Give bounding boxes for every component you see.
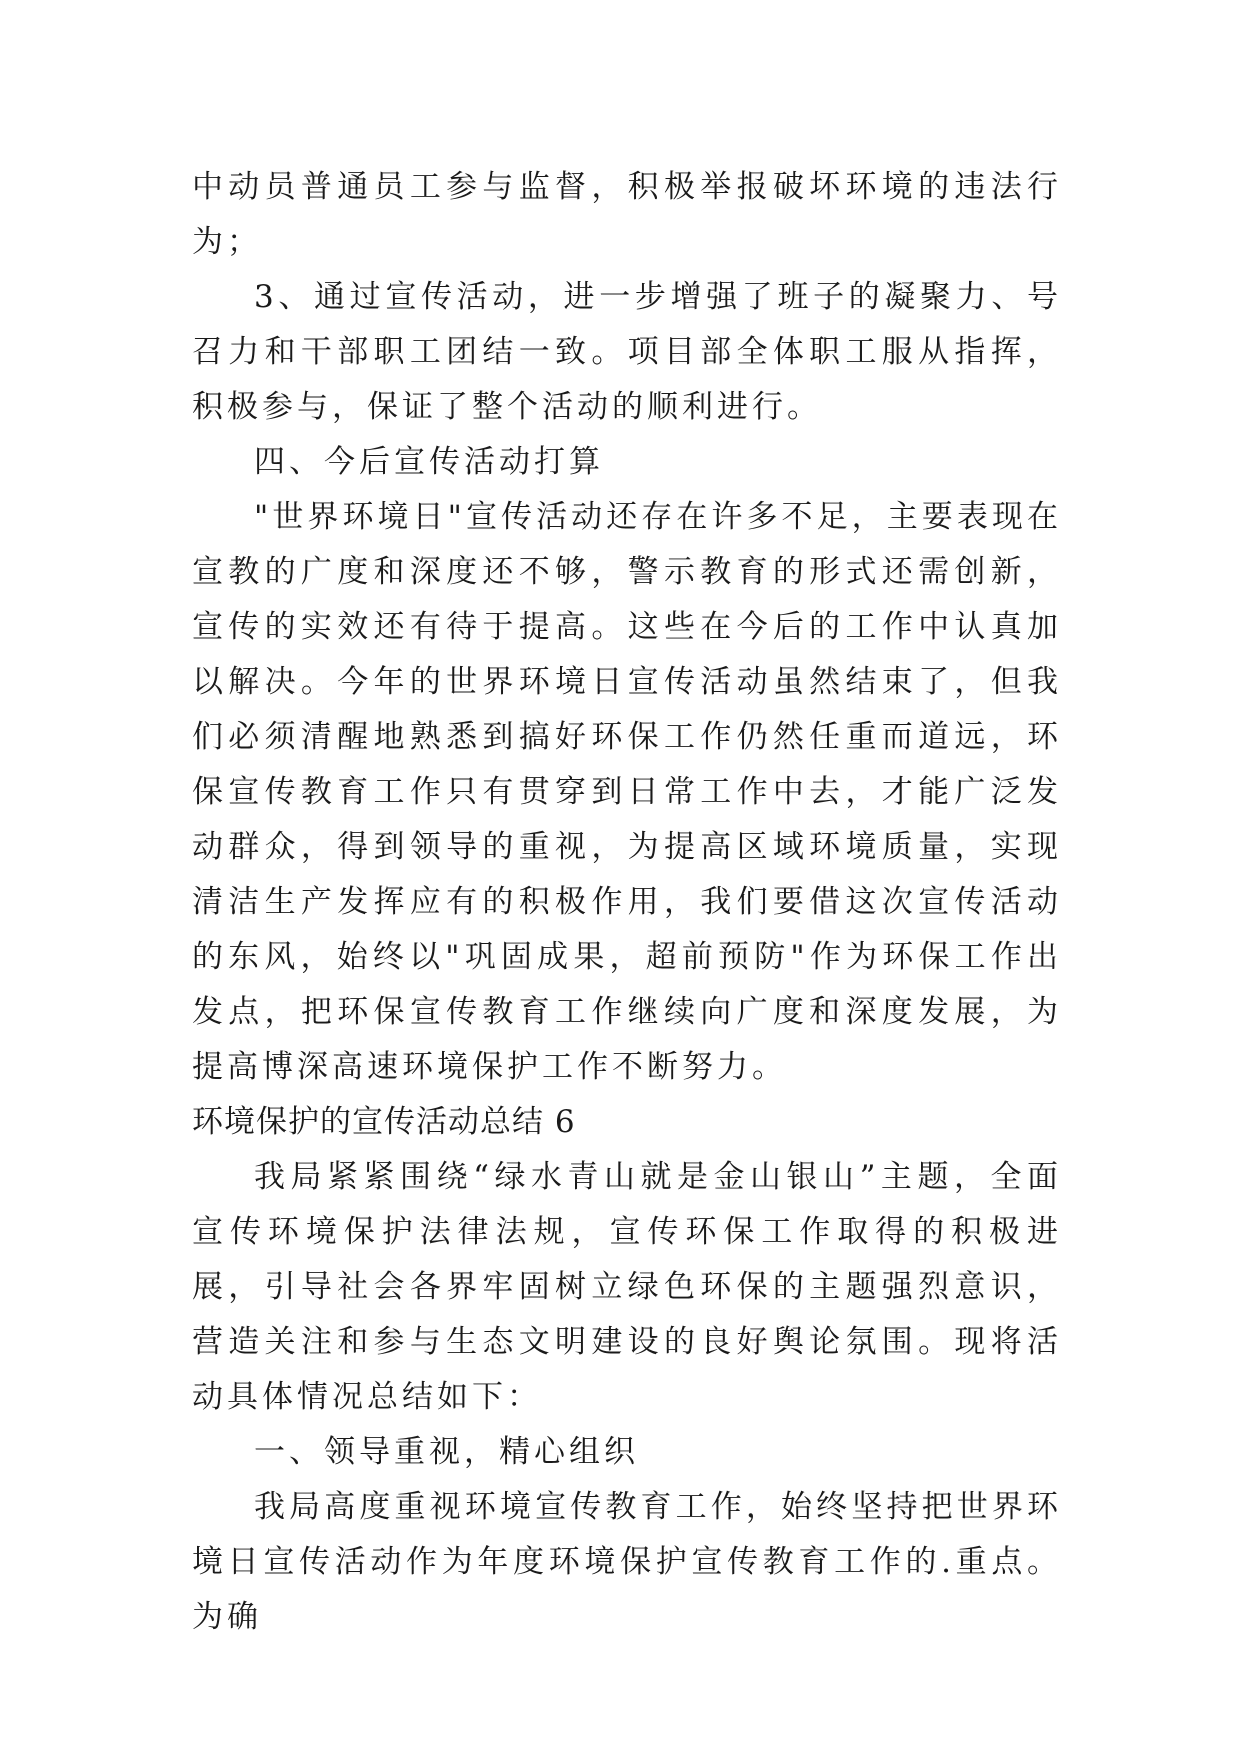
paragraph-item-3: 3、通过宣传活动，进一步增强了班子的凝聚力、号召力和干部职工团结一致。项目部全体职工服从指挥，积极参与，保证了整个活动的顺利进行。 bbox=[192, 279, 1062, 425]
paragraph-summary-intro: 我局紧紧围绕“绿水青山就是金山银山”主题，全面宣传环境保护法律法规，宣传环保工作取得的积极进展，引导社会各界牢固树立绿色环保的主题强烈意识，营造关注和参与生态文明建设的良好舆论氛围。现将活动具体情况总结如下： bbox=[192, 1159, 1062, 1415]
heading-leadership: 一、领导重视，精心组织 bbox=[254, 1434, 639, 1470]
paragraph-leadership: 我局高度重视环境宣传教育工作，始终坚持把世界环境日宣传活动作为年度环境保护宣传教育工作的.重点。为确 bbox=[192, 1489, 1062, 1635]
heading-future-plans: 四、今后宣传活动打算 bbox=[254, 444, 604, 480]
document-body bbox=[192, 160, 1062, 1645]
paragraph-continuation: 中动员普通员工参与监督，积极举报破坏环境的违法行为； bbox=[192, 169, 1062, 260]
paragraph-future-plans: "世界环境日"宣传活动还存在许多不足，主要表现在宣教的广度和深度还不够，警示教育的形式还需创新，宣传的实效还有待于提高。这些在今后的工作中认真加以解决。今年的世界环境日宣传活动虽然结束了，但我们必须清醒地熟悉到搞好环保工作仍然任重而道远，环保宣传教育工作只有贯穿到日常工作中去，才能广泛发动群众，得到领导的重视，为提高区域环境质量，实现清洁生产发挥应有的积极作用，我们要借这次宣传活动的东风，始终以"巩固成果，超前预防"作为环保工作出发点，把环保宣传教育工作继续向广度和深度发展，为提高博深高速环境保护工作不断努力。 bbox=[192, 499, 1062, 1085]
section-title-summary-6: 环境保护的宣传活动总结 6 bbox=[192, 1104, 576, 1140]
